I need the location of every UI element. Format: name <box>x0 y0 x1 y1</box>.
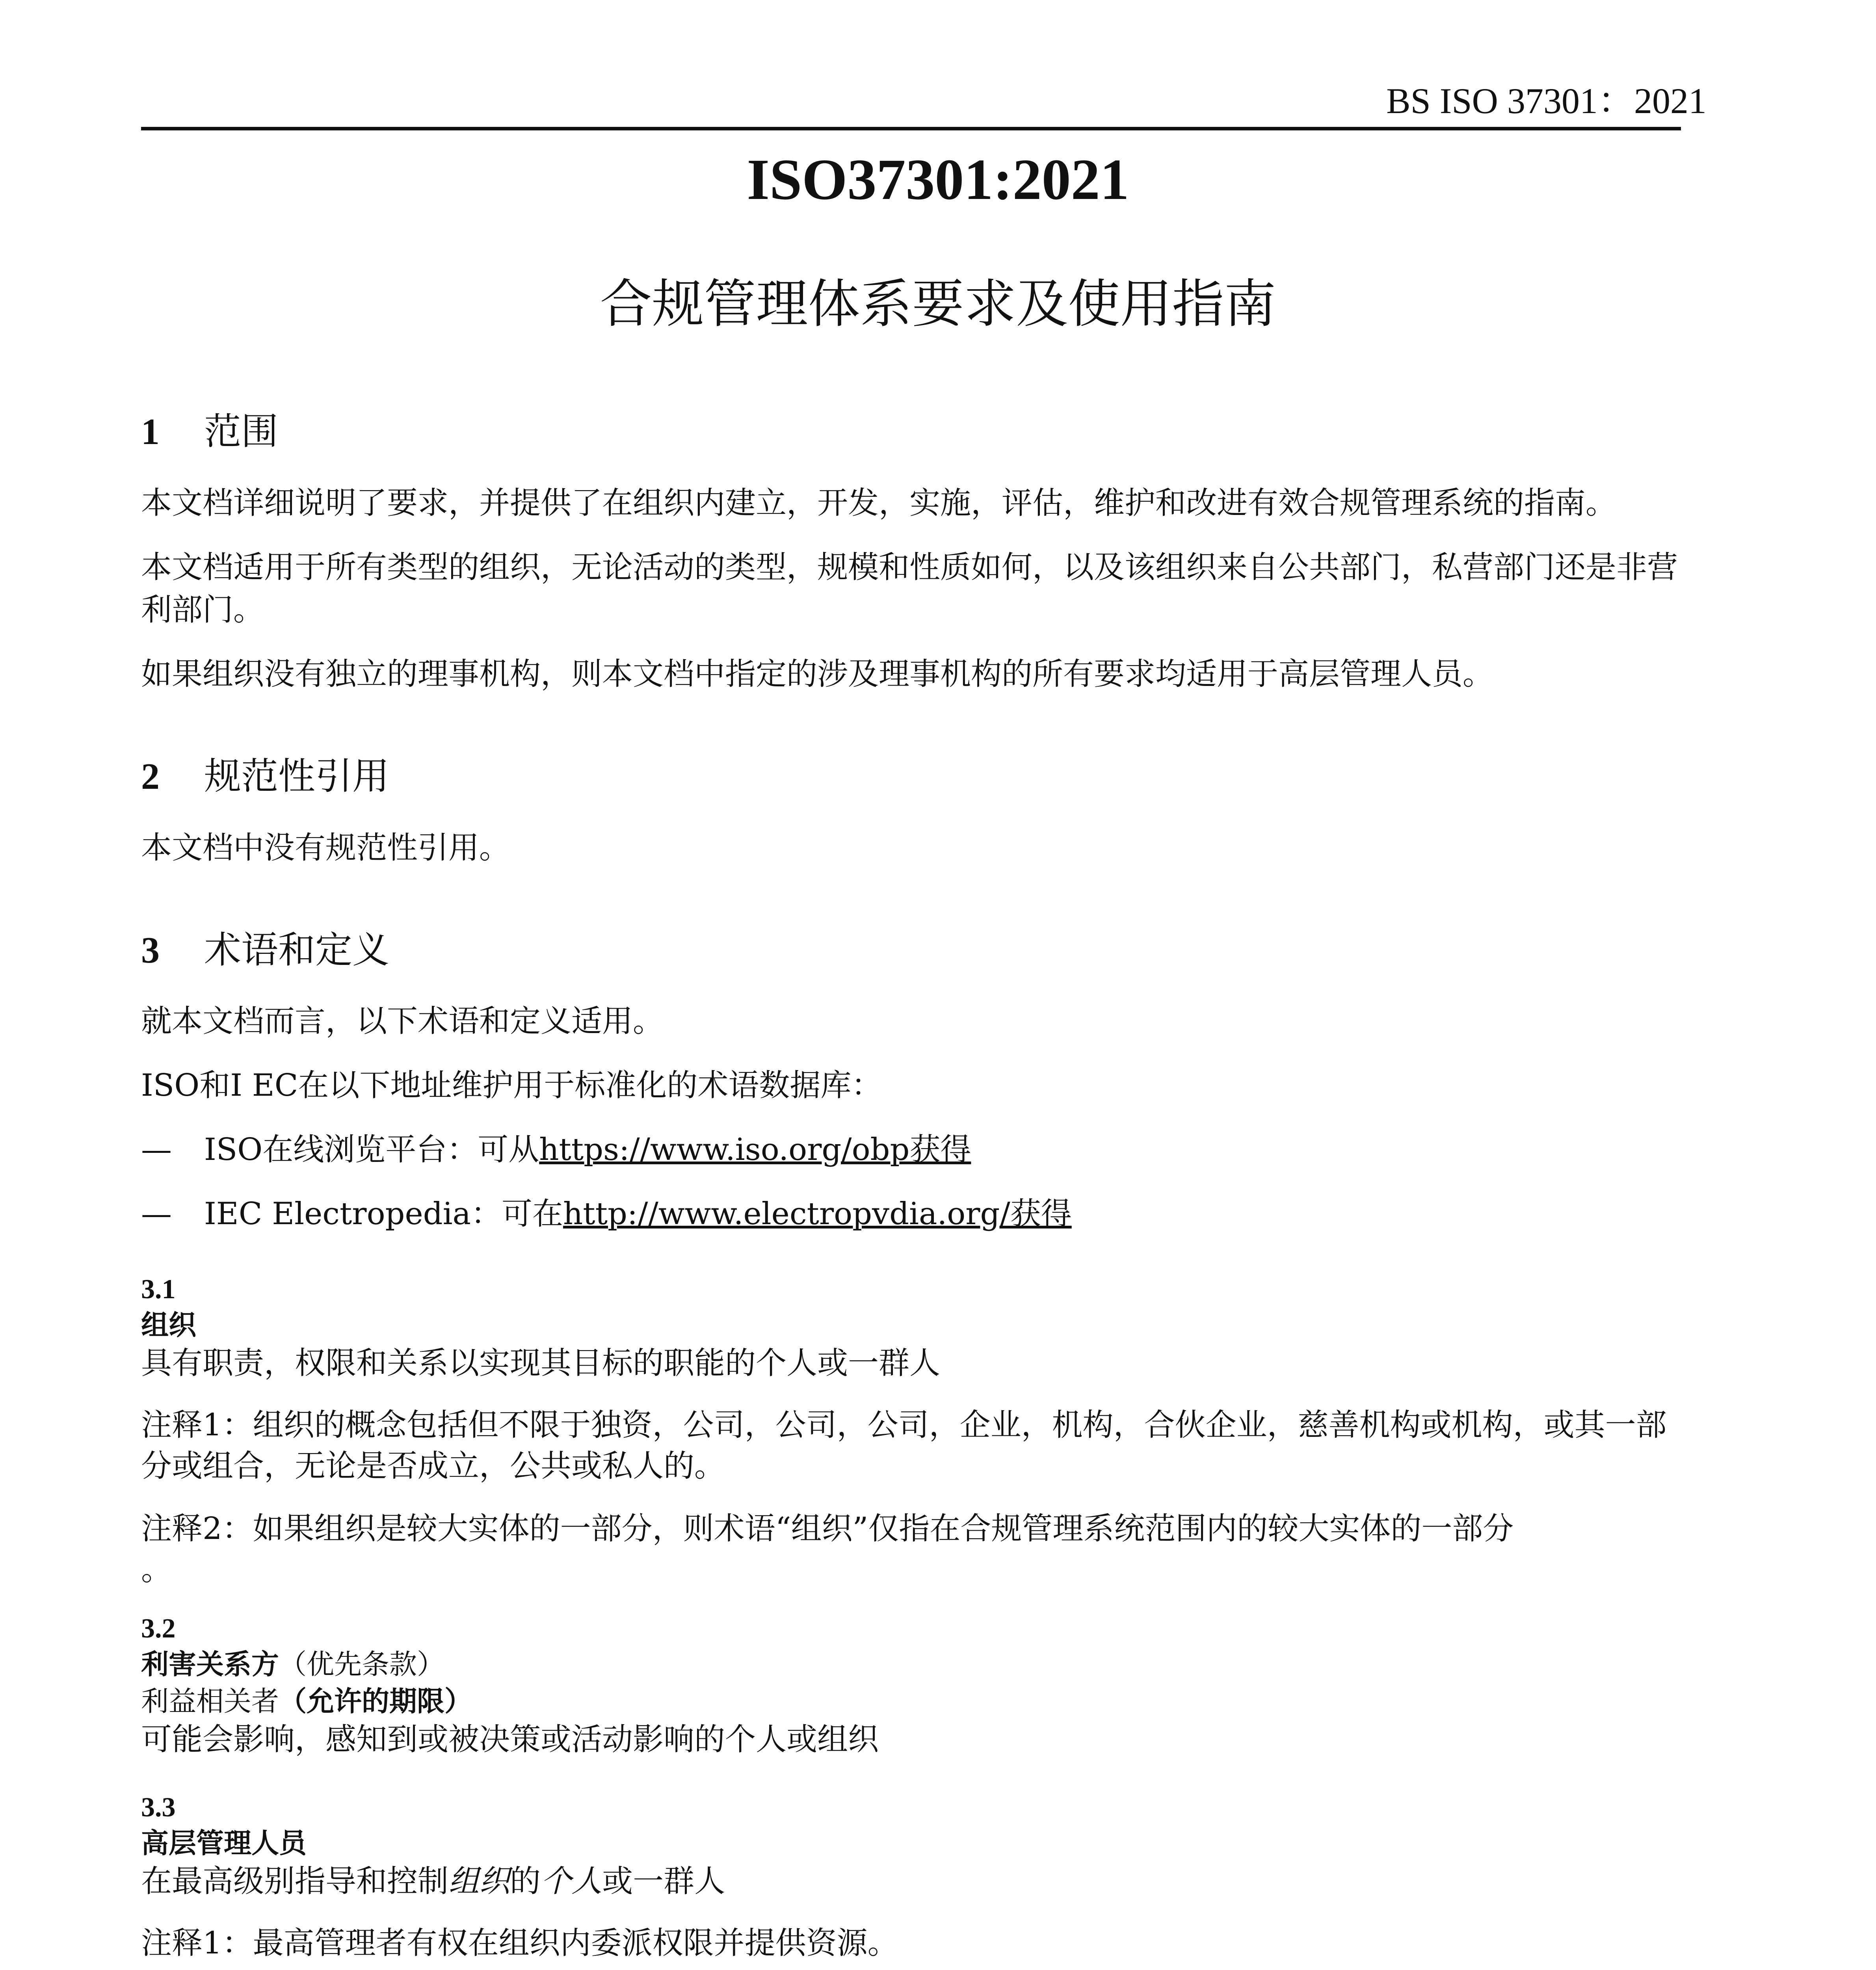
term-number: 3.3 <box>141 1792 176 1823</box>
standard-code: BS ISO 37301：2021 <box>1386 81 1707 121</box>
section-title: 规范性引用 <box>204 755 390 798</box>
paragraph: 本文档适用于所有类型的组织，无论活动的类型，规模和性质如何，以及该组织来自公共部门，私营部门还是非营利部门。 <box>141 549 1678 628</box>
list-item-text: IEC Electropedia：可在 <box>204 1196 563 1232</box>
term-definition <box>141 1862 1678 1901</box>
def-text: 或一群人 <box>602 1864 725 1899</box>
def-text: 的 <box>510 1864 541 1899</box>
def-text: 在最高级别指导和控制 <box>141 1864 449 1899</box>
header-rule <box>141 127 1681 130</box>
list-item <box>141 1128 1678 1171</box>
term-preferred <box>141 1646 1678 1683</box>
term-note: 注释1：最高管理者有权在组织内委派权限并提供资源。 <box>141 1925 898 1961</box>
section-number: 3 <box>141 929 160 971</box>
term-3-1 <box>141 1273 1678 1590</box>
term-alt-name: 利益相关者 <box>141 1685 279 1718</box>
term-definition: 具有职责，权限和关系以实现其目标的职能的个人或一群人 <box>141 1346 941 1381</box>
term-admitted <box>141 1683 1678 1720</box>
term-name: 利害关系方 <box>141 1648 279 1681</box>
paragraph: 就本文档而言，以下术语和定义适用。 <box>141 1004 664 1039</box>
paragraph: 本文档中没有规范性引用。 <box>141 830 510 866</box>
term-qualifier: （优先条款） <box>279 1648 444 1681</box>
list-dash: — <box>141 1196 172 1232</box>
list-item-text: ISO在线浏览平台：可从 <box>204 1132 539 1168</box>
section-number: 1 <box>141 411 160 452</box>
term-name: 高层管理人员 <box>141 1827 307 1860</box>
term-definition: 可能会影响，感知到或被决策或活动影响的个人或组织 <box>141 1722 879 1758</box>
term-note-text: 注释2：如果组织是较大实体的一部分，则术语“组织”仅指在合规管理系统范围内的较大实体的一部分 <box>141 1511 1514 1547</box>
document-title: ISO37301:2021 <box>747 147 1129 212</box>
section-1-heading <box>141 410 1678 454</box>
term-3-3 <box>141 1791 1678 1970</box>
paragraph: 本文档详细说明了要求，并提供了在组织内建立，开发，实施，评估，维护和改进有效合规管理系统的指南。 <box>141 485 1617 521</box>
section-3-heading <box>141 928 1678 973</box>
document-subtitle: 合规管理体系要求及使用指南 <box>600 274 1276 335</box>
term-number: 3.2 <box>141 1613 176 1644</box>
term-qualifier: （允许的期限） <box>279 1685 472 1718</box>
paragraph: 如果组织没有独立的理事机构，则本文档中指定的涉及理事机构的所有要求均适用于高层管理人员。 <box>141 656 1494 692</box>
section-2-heading <box>141 755 1678 799</box>
electropedia-link[interactable]: http://www.electropvdia.org/获得 <box>563 1196 1072 1232</box>
section-number: 2 <box>141 756 160 797</box>
def-ref: 个人 <box>541 1864 602 1899</box>
term-number: 3.1 <box>141 1274 176 1305</box>
section-title: 范围 <box>204 410 279 453</box>
iso-obp-link[interactable]: https://www.iso.org/obp获得 <box>539 1132 971 1168</box>
list-item <box>141 1193 1678 1235</box>
section-title: 术语和定义 <box>204 928 390 972</box>
document-body <box>141 410 1678 1970</box>
term-note: 注释1：组织的概念包括但不限于独资，公司，公司，公司，企业，机构，合伙企业，慈善机构或机构，或其一部分或组合，无论是否成立，公共或私人的。 <box>141 1407 1667 1484</box>
term-3-2 <box>141 1612 1678 1759</box>
paragraph: ISO和I EC在以下地址维护用于标准化的术语数据库： <box>141 1068 882 1104</box>
term-note-tail: 。 <box>141 1552 172 1588</box>
list-dash: — <box>141 1132 172 1168</box>
term-note <box>141 1508 1678 1590</box>
term-name: 组织 <box>141 1309 196 1342</box>
def-ref: 组织 <box>448 1864 510 1899</box>
